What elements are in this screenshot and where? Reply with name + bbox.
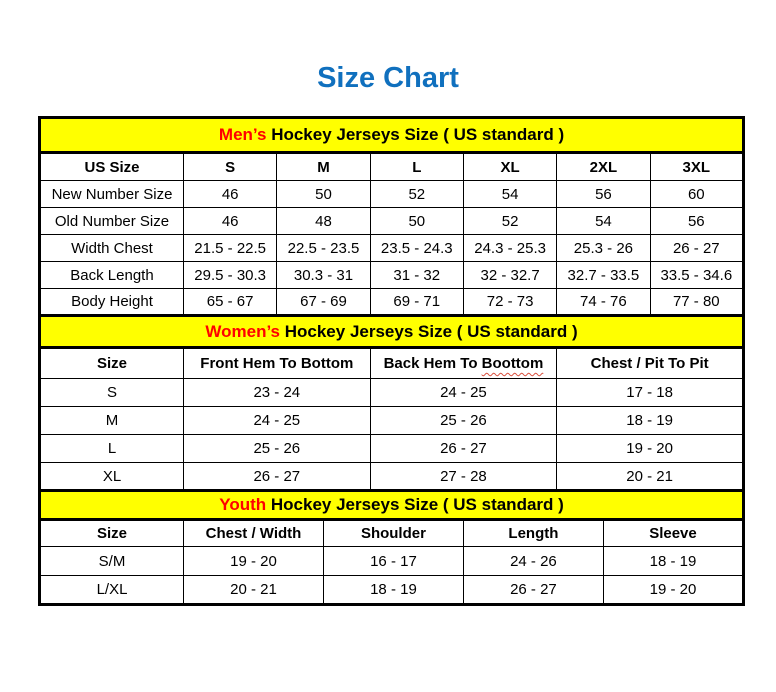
size-value-cell: 16 - 17 [323, 547, 463, 576]
row-label: L [40, 435, 184, 463]
size-value-cell: 50 [370, 208, 463, 235]
row-label: M [40, 407, 184, 435]
size-value-cell: 24 - 25 [184, 407, 371, 435]
row-label: L/XL [40, 576, 184, 605]
size-value-cell: 50 [277, 181, 370, 208]
size-value-cell: 21.5 - 22.5 [184, 235, 277, 262]
size-value-cell: 72 - 73 [463, 289, 556, 316]
table-row-width-chest [40, 235, 744, 262]
size-value-cell: 26 - 27 [650, 235, 743, 262]
size-value-cell: 74 - 76 [557, 289, 650, 316]
table-row-womens-s [40, 379, 744, 407]
size-value-cell: 22.5 - 23.5 [277, 235, 370, 262]
row-label: Width Chest [40, 235, 184, 262]
column-header-size: Size [40, 348, 184, 379]
size-value-cell: 17 - 18 [557, 379, 744, 407]
size-value-cell: 20 - 21 [557, 463, 744, 491]
size-value-cell: 32.7 - 33.5 [557, 262, 650, 289]
size-value-cell: 30.3 - 31 [277, 262, 370, 289]
size-value-cell: 33.5 - 34.6 [650, 262, 743, 289]
youth-section-header-row [40, 491, 744, 520]
mens-section-header-row [40, 118, 744, 153]
size-value-cell: 24.3 - 25.3 [463, 235, 556, 262]
size-value-cell: 18 - 19 [557, 407, 744, 435]
size-value-cell: 67 - 69 [277, 289, 370, 316]
size-value-cell: 19 - 20 [603, 576, 743, 605]
size-value-cell: 20 - 21 [184, 576, 324, 605]
table-row-womens-m [40, 407, 744, 435]
size-value-cell: 52 [463, 208, 556, 235]
table-row-youth-lxl [40, 576, 744, 605]
size-value-cell: 54 [463, 181, 556, 208]
size-value-cell: 24 - 25 [370, 379, 557, 407]
column-header-chest-pit: Chest / Pit To Pit [557, 348, 744, 379]
size-value-cell: 24 - 26 [463, 547, 603, 576]
column-header-xl: XL [463, 153, 556, 181]
youth-section-title-rest: Hockey Jerseys Size ( US standard ) [266, 495, 564, 514]
row-label: Back Length [40, 262, 184, 289]
row-label: XL [40, 463, 184, 491]
size-value-cell: 27 - 28 [370, 463, 557, 491]
column-header-m: M [277, 153, 370, 181]
row-label: S/M [40, 547, 184, 576]
womens-section-title-highlight: Women’s [205, 321, 281, 341]
mens-section-title [40, 118, 744, 153]
column-header-s: S [184, 153, 277, 181]
youth-column-header-row [40, 520, 744, 547]
size-value-cell: 46 [184, 181, 277, 208]
table-row-womens-xl [40, 463, 744, 491]
column-header-3xl: 3XL [650, 153, 743, 181]
column-header-front-hem: Front Hem To Bottom [184, 348, 371, 379]
table-row-womens-l [40, 435, 744, 463]
page-title: Size Chart [317, 62, 459, 94]
youth-section-title [40, 491, 744, 520]
column-header-chest-width: Chest / Width [184, 520, 324, 547]
mens-column-header-row [40, 153, 744, 181]
table-row-new-number-size [40, 181, 744, 208]
youth-section-title-highlight: Youth [219, 495, 267, 514]
size-chart [38, 116, 742, 606]
size-value-cell: 54 [557, 208, 650, 235]
womens-section-title-rest: Hockey Jerseys Size ( US standard ) [280, 321, 578, 341]
mens-section-title-rest: Hockey Jerseys Size ( US standard ) [266, 125, 565, 144]
size-value-cell: 77 - 80 [650, 289, 743, 316]
size-value-cell: 26 - 27 [370, 435, 557, 463]
size-value-cell: 18 - 19 [323, 576, 463, 605]
column-header-shoulder: Shoulder [323, 520, 463, 547]
size-value-cell: 19 - 20 [184, 547, 324, 576]
size-value-cell: 56 [557, 181, 650, 208]
mens-section-title-highlight: Men’s [218, 125, 267, 144]
womens-column-header-row [40, 348, 744, 379]
column-header-back-hem [370, 348, 557, 379]
column-header-sleeve: Sleeve [603, 520, 743, 547]
size-value-cell: 18 - 19 [603, 547, 743, 576]
table-row-body-height [40, 289, 744, 316]
size-value-cell: 25.3 - 26 [557, 235, 650, 262]
size-value-cell: 29.5 - 30.3 [184, 262, 277, 289]
size-value-cell: 48 [277, 208, 370, 235]
womens-section-title [40, 316, 744, 348]
column-header-size: Size [40, 520, 184, 547]
column-header-2xl: 2XL [557, 153, 650, 181]
size-value-cell: 65 - 67 [184, 289, 277, 316]
size-value-cell: 46 [184, 208, 277, 235]
size-value-cell: 23 - 24 [184, 379, 371, 407]
row-label: Old Number Size [40, 208, 184, 235]
size-value-cell: 26 - 27 [463, 576, 603, 605]
size-value-cell: 69 - 71 [370, 289, 463, 316]
size-value-cell: 19 - 20 [557, 435, 744, 463]
size-value-cell: 32 - 32.7 [463, 262, 556, 289]
column-header-us-size: US Size [40, 153, 184, 181]
size-value-cell: 56 [650, 208, 743, 235]
column-header-l: L [370, 153, 463, 181]
row-label: Body Height [40, 289, 184, 316]
row-label: S [40, 379, 184, 407]
size-value-cell: 60 [650, 181, 743, 208]
table-row-old-number-size [40, 208, 744, 235]
size-value-cell: 25 - 26 [370, 407, 557, 435]
size-value-cell: 23.5 - 24.3 [370, 235, 463, 262]
size-value-cell: 52 [370, 181, 463, 208]
row-label: New Number Size [40, 181, 184, 208]
back-hem-label-misspelled: Boottom [481, 355, 544, 372]
size-value-cell: 31 - 32 [370, 262, 463, 289]
column-header-length: Length [463, 520, 603, 547]
table-row-youth-sm [40, 547, 744, 576]
womens-section-header-row [40, 316, 744, 348]
table-row-back-length [40, 262, 744, 289]
size-value-cell: 25 - 26 [184, 435, 371, 463]
size-chart-table [38, 116, 745, 606]
size-value-cell: 26 - 27 [184, 463, 371, 491]
back-hem-label-prefix: Back Hem To [383, 355, 482, 372]
